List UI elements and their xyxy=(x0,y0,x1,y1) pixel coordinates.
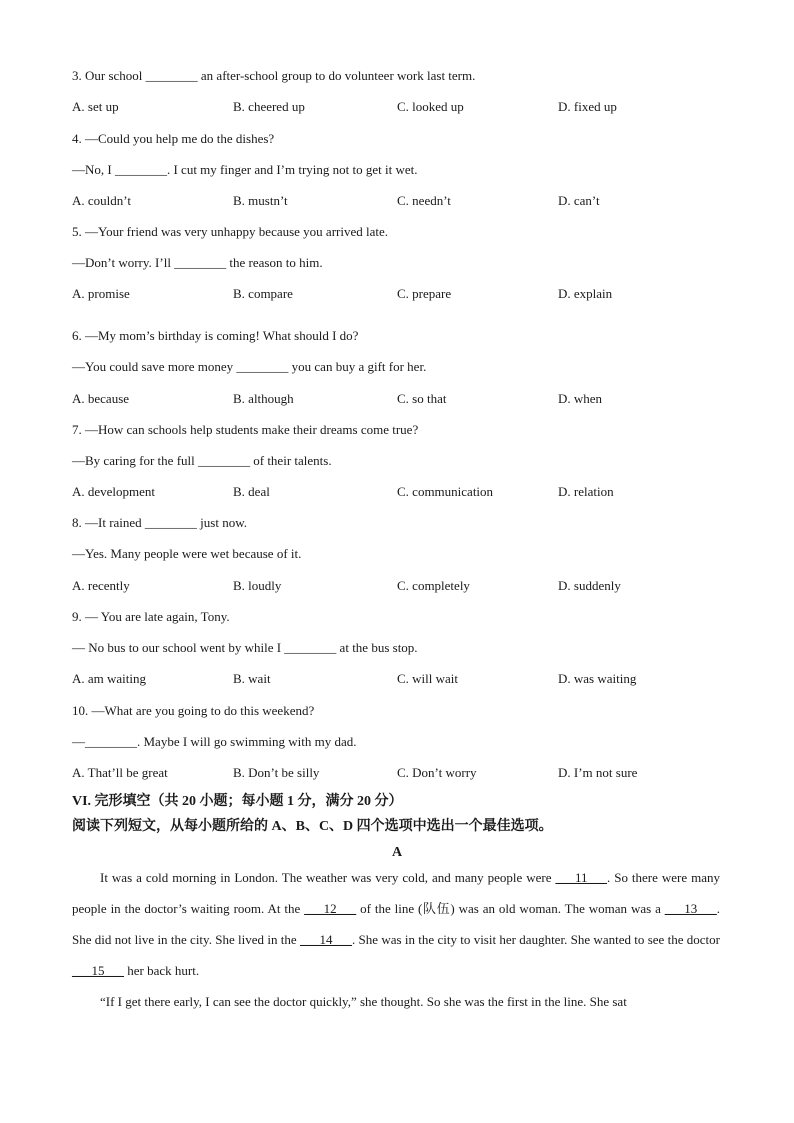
passage-paragraph xyxy=(72,862,720,986)
option-b: B. wait xyxy=(233,671,271,686)
question-response-line: —You could save more money ________ you can buy a gift for her. xyxy=(72,359,427,374)
question-stem: 6. —My mom’s birthday is coming! What should I do? xyxy=(72,328,359,343)
question-response-line: —By caring for the full ________ of their talents. xyxy=(72,453,332,468)
option-a: A. promise xyxy=(72,286,130,301)
passage-text: . So there were many people in the doctor’s waiting room. At the xyxy=(72,870,720,916)
passage-text: of the line (队伍) was an old woman. The woman was a xyxy=(356,901,665,916)
option-a: A. That’ll be great xyxy=(72,765,168,780)
option-c: C. will wait xyxy=(397,671,459,686)
question-options xyxy=(72,286,732,302)
question-options xyxy=(72,391,732,407)
option-b: B. compare xyxy=(233,286,293,301)
question-stem: 4. —Could you help me do the dishes? xyxy=(72,131,275,146)
option-a: A. set up xyxy=(72,99,119,114)
question-stem: 3. Our school ________ an after-school group to do volunteer work last term. xyxy=(72,68,476,83)
option-b: B. loudly xyxy=(233,578,282,593)
cloze-blank: ___13___ xyxy=(664,901,717,916)
option-b: B. deal xyxy=(233,484,270,499)
question-options xyxy=(72,193,732,209)
question-options xyxy=(72,765,732,781)
option-a: A. because xyxy=(72,391,130,406)
passage-text: her back hurt. xyxy=(124,963,200,978)
option-b: B. Don’t be silly xyxy=(233,765,320,780)
option-c: C. prepare xyxy=(397,286,452,301)
option-a: A. couldn’t xyxy=(72,193,131,208)
option-d: D. suddenly xyxy=(558,578,621,593)
question-options xyxy=(72,484,732,500)
section-instruction: 阅读下列短文，从每小题所给的 A、B、C、D 四个选项中选出一个最佳选项。 xyxy=(72,819,553,834)
passage-text: It was a cold morning in London. The weather was very cold, and many people were xyxy=(100,870,556,885)
option-d: D. I’m not sure xyxy=(558,765,638,780)
option-d: D. can’t xyxy=(558,193,600,208)
option-a: A. am waiting xyxy=(72,671,147,686)
question-response-line: —Don’t worry. I’ll ________ the reason to him. xyxy=(72,255,323,270)
question-stem: 10. —What are you going to do this weekend? xyxy=(72,703,315,718)
question-response-line: —No, I ________. I cut my finger and I’m trying not to get it wet. xyxy=(72,162,418,177)
option-b: B. mustn’t xyxy=(233,193,288,208)
passage-text: . She was in the city to visit her daughter. She wanted to see the doctor xyxy=(351,932,720,947)
passage-label: A xyxy=(391,845,403,860)
option-d: D. was waiting xyxy=(558,671,637,686)
question-options xyxy=(72,99,732,115)
option-c: C. looked up xyxy=(397,99,464,114)
option-d: D. relation xyxy=(558,484,614,499)
cloze-blank: ___15___ xyxy=(72,963,124,978)
option-a: A. recently xyxy=(72,578,130,593)
question-stem: 9. — You are late again, Tony. xyxy=(72,609,230,624)
cloze-blank: ___14___ xyxy=(299,932,352,947)
question-stem: 5. —Your friend was very unhappy because you arrived late. xyxy=(72,224,389,239)
cloze-blank: ___11___ xyxy=(555,870,607,885)
option-d: D. when xyxy=(558,391,603,406)
question-options xyxy=(72,578,732,594)
option-c: C. needn’t xyxy=(397,193,451,208)
cloze-passage xyxy=(72,862,720,1017)
option-c: C. so that xyxy=(397,391,447,406)
question-response-line: — No bus to our school went by while I ________ at the bus stop. xyxy=(72,640,418,655)
option-c: C. Don’t worry xyxy=(397,765,477,780)
passage-text: . She did not live in the city. She lived in the xyxy=(72,901,721,947)
option-d: D. explain xyxy=(558,286,613,301)
option-d: D. fixed up xyxy=(558,99,617,114)
option-b: B. although xyxy=(233,391,294,406)
question-stem: 8. —It rained ________ just now. xyxy=(72,515,247,530)
option-a: A. development xyxy=(72,484,156,499)
option-c: C. communication xyxy=(397,484,494,499)
cloze-blank: ___12___ xyxy=(304,901,357,916)
option-b: B. cheered up xyxy=(233,99,305,114)
question-response-line: —Yes. Many people were wet because of it. xyxy=(72,546,302,561)
question-stem: 7. —How can schools help students make their dreams come true? xyxy=(72,422,419,437)
question-options xyxy=(72,671,732,687)
section-heading: VI. 完形填空（共 20 小题；每小题 1 分，满分 20 分） xyxy=(72,794,403,809)
question-response-line: —________. Maybe I will go swimming with my dad. xyxy=(72,734,357,749)
option-c: C. completely xyxy=(397,578,470,593)
passage-paragraph: “If I get there early, I can see the doctor quickly,” she thought. So she was the first in the line. She sat xyxy=(100,994,627,1009)
